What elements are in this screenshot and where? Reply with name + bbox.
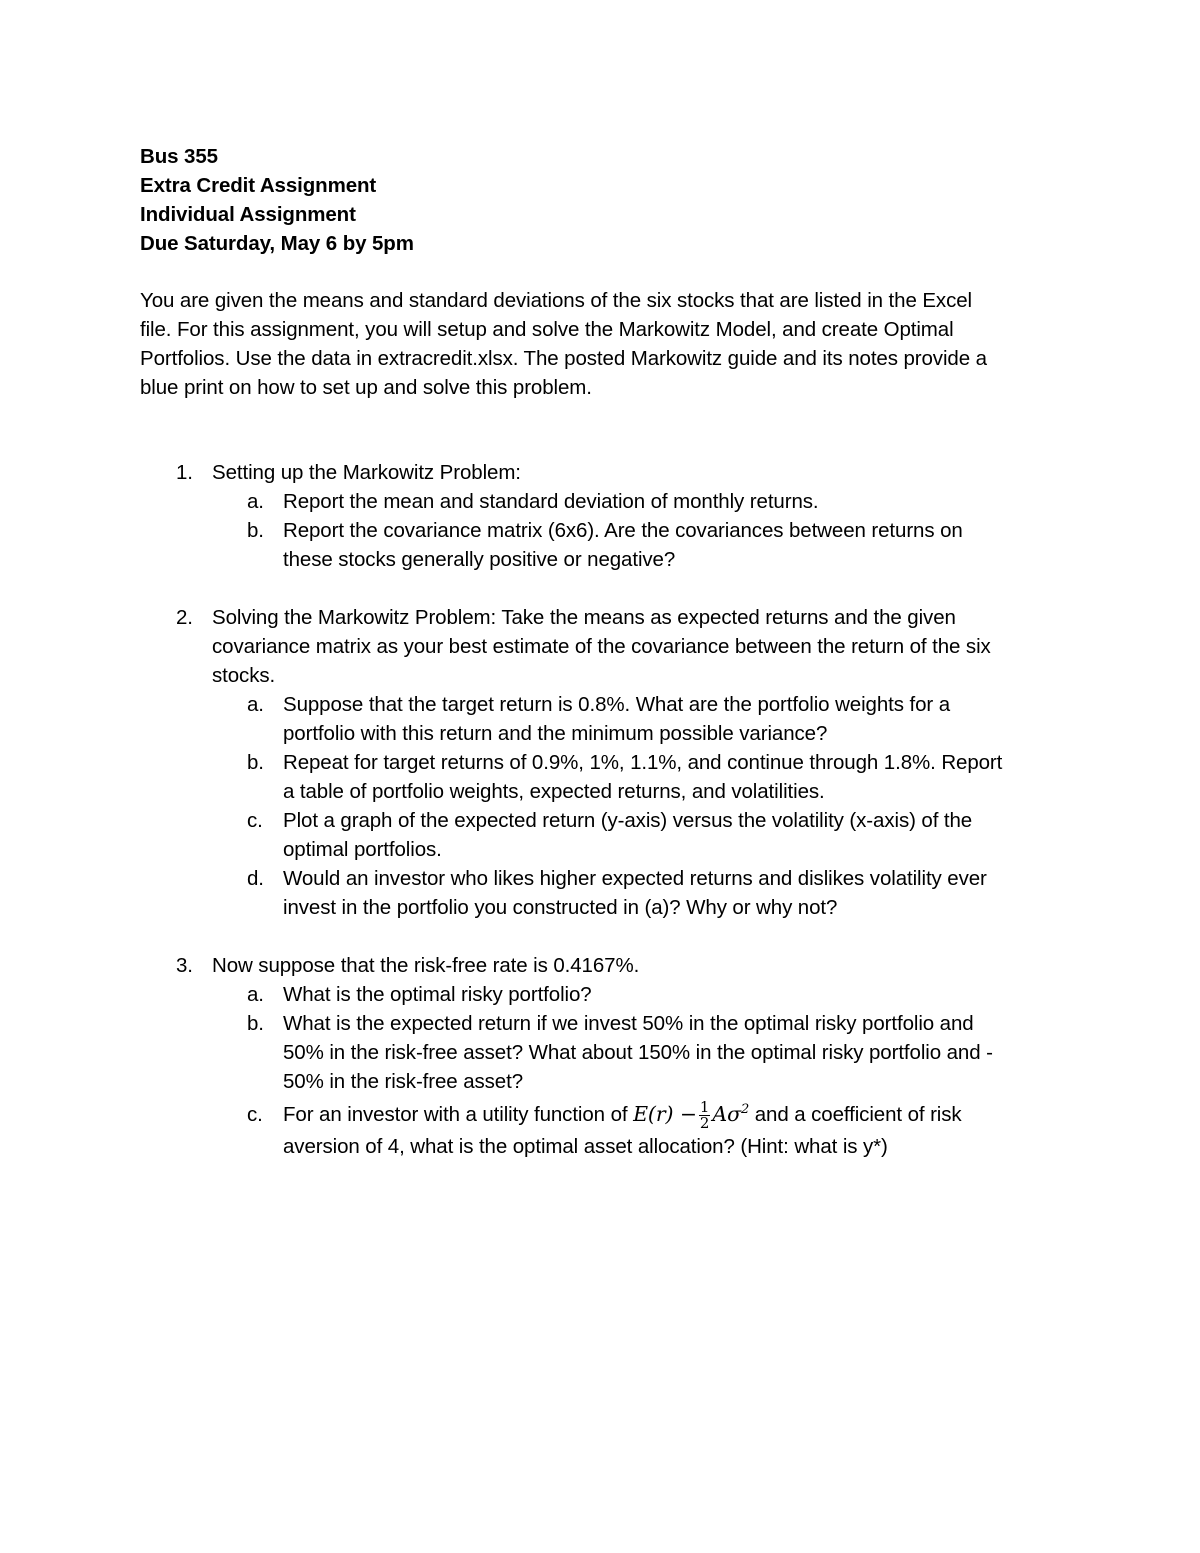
- part-label: c.: [247, 809, 263, 832]
- part-label: b.: [247, 1012, 264, 1035]
- question-line: [140, 951, 1070, 980]
- part-text: these stocks generally positive or negative?: [283, 548, 676, 571]
- part-label: b.: [247, 751, 264, 774]
- question-3-part-a: [140, 980, 1070, 1009]
- part-label: a.: [247, 983, 264, 1006]
- part-line: [140, 487, 1070, 516]
- part-label: a.: [247, 693, 264, 716]
- question-3-part-c: [140, 1096, 1070, 1161]
- part-text: Report the mean and standard deviation of monthly returns.: [283, 490, 819, 513]
- question-number: 1.: [176, 461, 193, 484]
- part-text: Plot a graph of the expected return (y-axis) versus the volatility (x-axis) of the: [283, 809, 973, 832]
- part-text: 50% in the risk-free asset? What about 150% in the optimal risky portfolio and -: [283, 1041, 993, 1064]
- part-text-with-formula: [283, 1100, 962, 1131]
- formula-rhs: Aσ: [712, 1102, 741, 1126]
- question-2-part-a: [140, 690, 1070, 748]
- question-2-part-c: [140, 806, 1070, 864]
- part-text: What is the expected return if we invest 50% in the optimal risky portfolio and: [283, 1012, 974, 1035]
- part-text: optimal portfolios.: [283, 838, 442, 861]
- part-label: d.: [247, 867, 264, 890]
- formula-exponent: 2: [740, 1102, 750, 1118]
- question-list: [140, 458, 1070, 1161]
- question-text: stocks.: [212, 664, 276, 687]
- question-text: Now suppose that the risk-free rate is 0.4167%.: [212, 954, 640, 977]
- question-2: [140, 603, 1070, 922]
- intro-line: file. For this assignment, you will setup and solve the Markowitz Model, and create Optimal: [140, 318, 954, 341]
- part-line: [140, 719, 1070, 748]
- part-text: For an investor with a utility function of: [283, 1103, 634, 1126]
- question-1-part-b: [140, 516, 1070, 574]
- question-text: covariance matrix as your best estimate of the covariance between the return of the six: [212, 635, 991, 658]
- part-line: [140, 1132, 1070, 1161]
- part-text: Would an investor who likes higher expected returns and dislikes volatility ever: [283, 867, 987, 890]
- intro-line: Portfolios. Use the data in extracredit.xlsx. The posted Markowitz guide and its notes provide a: [140, 347, 987, 370]
- part-line: [140, 748, 1070, 777]
- part-text: Repeat for target returns of 0.9%, 1%, 1.1%, and continue through 1.8%. Report: [283, 751, 1003, 774]
- fraction-numerator: 1: [699, 1098, 710, 1116]
- question-3-part-b: [140, 1009, 1070, 1096]
- question-2-part-d: [140, 864, 1070, 922]
- part-line: [140, 1009, 1070, 1038]
- part-line: [140, 690, 1070, 719]
- question-2-part-b: [140, 748, 1070, 806]
- part-text: What is the optimal risky portfolio?: [283, 983, 592, 1006]
- question-number: 3.: [176, 954, 193, 977]
- fraction-denominator: 2: [699, 1114, 710, 1132]
- part-text: a table of portfolio weights, expected returns, and volatilities.: [283, 780, 825, 803]
- part-line: [140, 980, 1070, 1009]
- part-line: [140, 893, 1070, 922]
- part-line: [140, 1067, 1070, 1096]
- intro-line: blue print on how to set up and solve this problem.: [140, 376, 592, 399]
- part-label: b.: [247, 519, 264, 542]
- course-code: Bus 355: [140, 145, 218, 168]
- part-line: [140, 864, 1070, 893]
- intro-paragraph: [140, 286, 1060, 402]
- utility-formula: [633, 1098, 750, 1132]
- part-text: portfolio with this return and the minimum possible variance?: [283, 722, 828, 745]
- question-line: [140, 661, 1070, 690]
- question-1-part-a: [140, 487, 1070, 516]
- question-line: [140, 632, 1070, 661]
- part-text: Suppose that the target return is 0.8%. What are the portfolio weights for a: [283, 693, 950, 716]
- part-text: and a coefficient of risk: [749, 1103, 962, 1126]
- formula-fraction: [699, 1100, 710, 1131]
- part-text: Report the covariance matrix (6x6). Are the covariances between returns on: [283, 519, 963, 542]
- part-label: a.: [247, 490, 264, 513]
- part-text: invest in the portfolio you constructed in (a)? Why or why not?: [283, 896, 838, 919]
- part-text: 50% in the risk-free asset?: [283, 1070, 523, 1093]
- part-label: c.: [247, 1103, 263, 1126]
- part-line: [140, 835, 1070, 864]
- formula-lhs: E(r) −: [633, 1102, 697, 1126]
- part-line: [140, 1096, 1070, 1132]
- part-line: [140, 516, 1070, 545]
- question-1: [140, 458, 1070, 574]
- part-line: [140, 1038, 1070, 1067]
- question-number: 2.: [176, 606, 193, 629]
- part-line: [140, 545, 1070, 574]
- intro-line: You are given the means and standard deviations of the six stocks that are listed in the Excel: [140, 289, 972, 312]
- part-line: [140, 777, 1070, 806]
- part-line: [140, 806, 1070, 835]
- part-text: aversion of 4, what is the optimal asset allocation? (Hint: what is y*): [283, 1135, 888, 1158]
- due-date: Due Saturday, May 6 by 5pm: [140, 232, 414, 255]
- question-line: [140, 458, 1070, 487]
- assignment-type: Individual Assignment: [140, 203, 356, 226]
- assignment-header: [140, 142, 414, 258]
- question-text: Solving the Markowitz Problem: Take the means as expected returns and the given: [212, 606, 956, 629]
- question-text: Setting up the Markowitz Problem:: [212, 461, 521, 484]
- question-line: [140, 603, 1070, 632]
- assignment-title: Extra Credit Assignment: [140, 174, 377, 197]
- question-3: [140, 951, 1070, 1161]
